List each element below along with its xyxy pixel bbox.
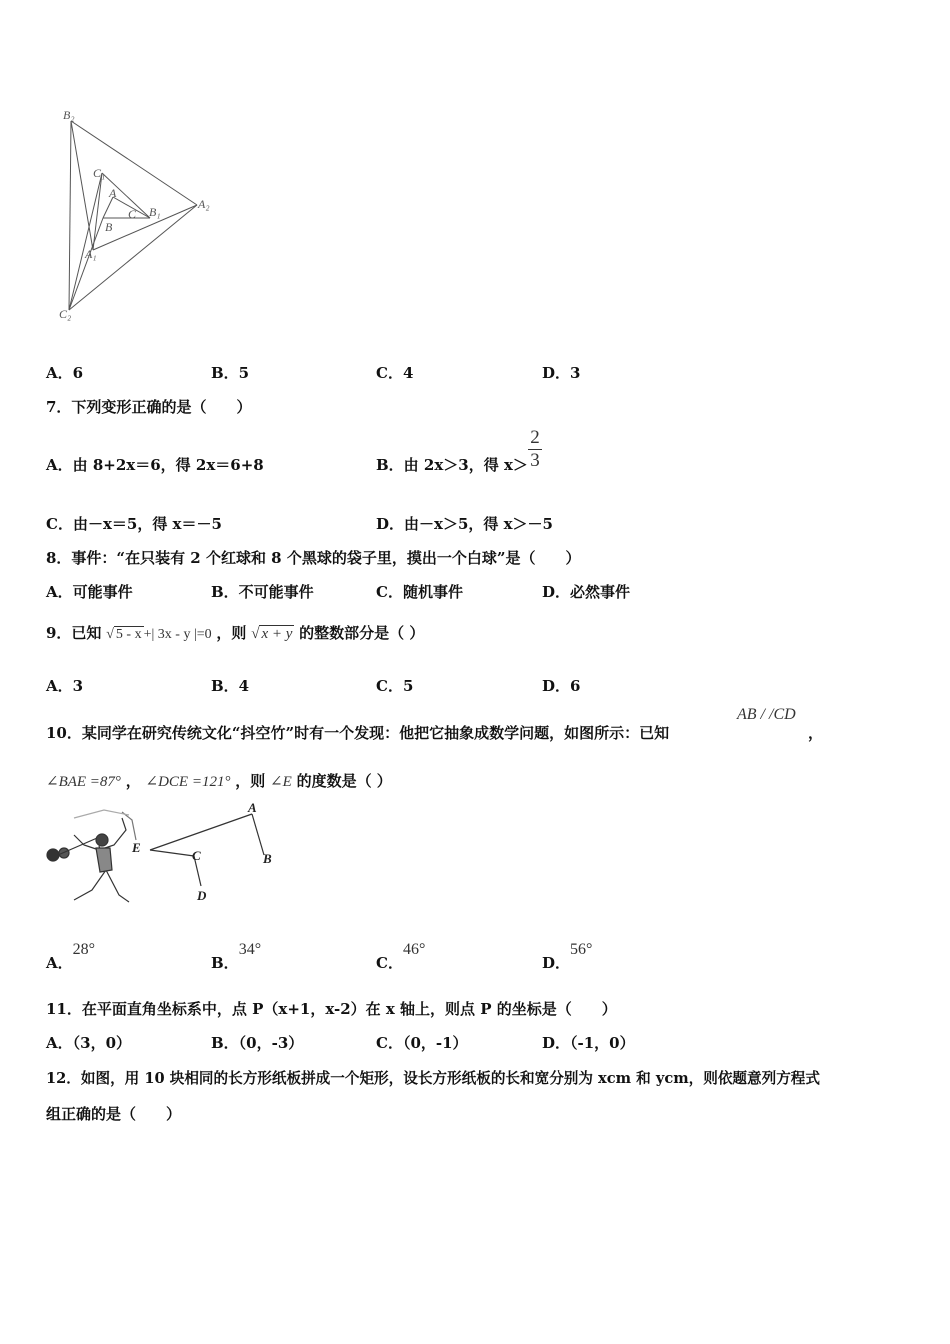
q11-option-d: D．（-1，0） <box>542 1034 635 1052</box>
q9-condition-radicand: 5 - x <box>115 627 142 642</box>
q9-mid: ，则 <box>216 624 247 642</box>
q9-condition-rest: +| 3x - y |=0 <box>143 627 212 642</box>
q9-prefix: 9．已知 <box>46 624 102 642</box>
triangle-figure <box>55 105 225 325</box>
q8-option-a: A．可能事件 <box>46 583 133 601</box>
q10-parallel: AB / /CD <box>737 706 796 723</box>
q9-option-c: C．5 <box>376 677 414 695</box>
label-c2: C₂ <box>59 307 72 321</box>
q10-ask-pre: ，则 <box>235 772 266 790</box>
player-illustration <box>47 810 136 902</box>
q10-angle-dce: ∠DCE =121° <box>145 774 231 790</box>
label-a1: A₁ <box>85 247 97 261</box>
label-c: C <box>128 207 137 221</box>
q9-suffix: 的整数部分是（ ） <box>299 624 425 642</box>
q10-condition-line <box>46 770 392 791</box>
q10-option-d <box>542 938 593 972</box>
option-value: 28° <box>72 941 96 958</box>
q10-option-c <box>376 938 426 972</box>
q9-condition: √ 5 - x +| 3x - y |=0 <box>106 627 212 642</box>
q8-option-b: B．不可能事件 <box>211 583 314 601</box>
fig10-label-c: C <box>192 848 201 863</box>
q10-ask-post: 的度数是（ ） <box>296 772 392 790</box>
q9-expression-radicand: x + y <box>261 626 293 642</box>
fig10-label-a: A <box>248 800 257 815</box>
q7-option-b: B．由 2x＞3，得 x＞ <box>376 456 528 474</box>
q7-stem: 7．下列变形正确的是（ ） <box>46 398 252 416</box>
q10-sep: ， <box>125 772 141 790</box>
q9-expression: √ x + y <box>251 626 293 642</box>
q6-option-a: A．6 <box>46 364 84 382</box>
label-b: B <box>105 220 113 234</box>
option-letter: B． <box>211 954 239 972</box>
option-value: 34° <box>238 941 262 958</box>
label-c1: C₁ <box>93 166 106 180</box>
diabolo-figure <box>44 800 294 915</box>
q6-option-d: D．3 <box>542 364 581 382</box>
label-b1: B₁ <box>149 205 161 219</box>
option-letter: A． <box>46 954 73 972</box>
q11-option-a: A．（3，0） <box>46 1034 132 1052</box>
q7-option-d: D．由－x＞5，得 x＞－5 <box>376 515 553 533</box>
q11-stem: 11．在平面直角坐标系中，点 P（x+1，x-2）在 x 轴上，则点 P 的坐标是（ ） <box>46 1000 617 1018</box>
q9-option-d: D．6 <box>542 677 581 695</box>
fig10-label-b: B <box>263 851 272 866</box>
q8-option-d: D．必然事件 <box>542 583 631 601</box>
q10-angle-e: ∠E <box>270 774 292 790</box>
q10-option-b <box>211 938 262 972</box>
fraction-numerator: 2 <box>530 427 540 448</box>
q6-option-b: B．5 <box>211 364 250 382</box>
q7-option-c: C．由－x＝5，得 x＝－5 <box>46 515 222 533</box>
q6-option-c: C．4 <box>376 364 414 382</box>
q10-angle-bae: ∠BAE =87° <box>46 774 121 790</box>
fig10-label-d: D <box>197 888 207 903</box>
option-value: 46° <box>402 941 426 958</box>
label-a: A <box>109 186 117 200</box>
q8-stem: 8．事件：“在只装有 2 个红球和 8 个黑球的袋子里，摸出一个白球”是（ ） <box>46 549 581 567</box>
q7-option-a: A．由 8+2x＝6，得 2x＝6+8 <box>46 456 264 474</box>
q8-option-c: C．随机事件 <box>376 583 463 601</box>
option-value: 56° <box>570 941 593 958</box>
q9-option-a: A．3 <box>46 677 84 695</box>
label-b2: B₂ <box>63 108 75 122</box>
q7-option-b-fraction <box>528 428 542 471</box>
q11-option-c: C．（0，-1） <box>376 1034 468 1052</box>
label-a2: A₂ <box>198 197 210 211</box>
q10-comma: ， <box>808 724 824 742</box>
fig10-label-e: E <box>132 840 141 855</box>
q9-option-b: B．4 <box>211 677 250 695</box>
q12-stem-line2: 组正确的是（ ） <box>46 1105 182 1123</box>
fraction-denominator: 3 <box>530 450 540 471</box>
q10-option-a <box>46 938 96 972</box>
q10-stem: 10．某同学在研究传统文化“抖空竹”时有一个发现：他把它抽象成数学问题，如图所示：已知 <box>46 724 670 742</box>
option-letter: C． <box>376 954 403 972</box>
q9-stem <box>46 622 424 643</box>
q12-stem-line1: 12．如图，用 10 块相同的长方形纸板拼成一个矩形，设长方形纸板的长和宽分别为 xcm 和 ycm，则依题意列方程式 <box>46 1070 820 1087</box>
option-letter: D． <box>542 954 571 972</box>
q11-option-b: B．（0，-3） <box>211 1034 304 1052</box>
